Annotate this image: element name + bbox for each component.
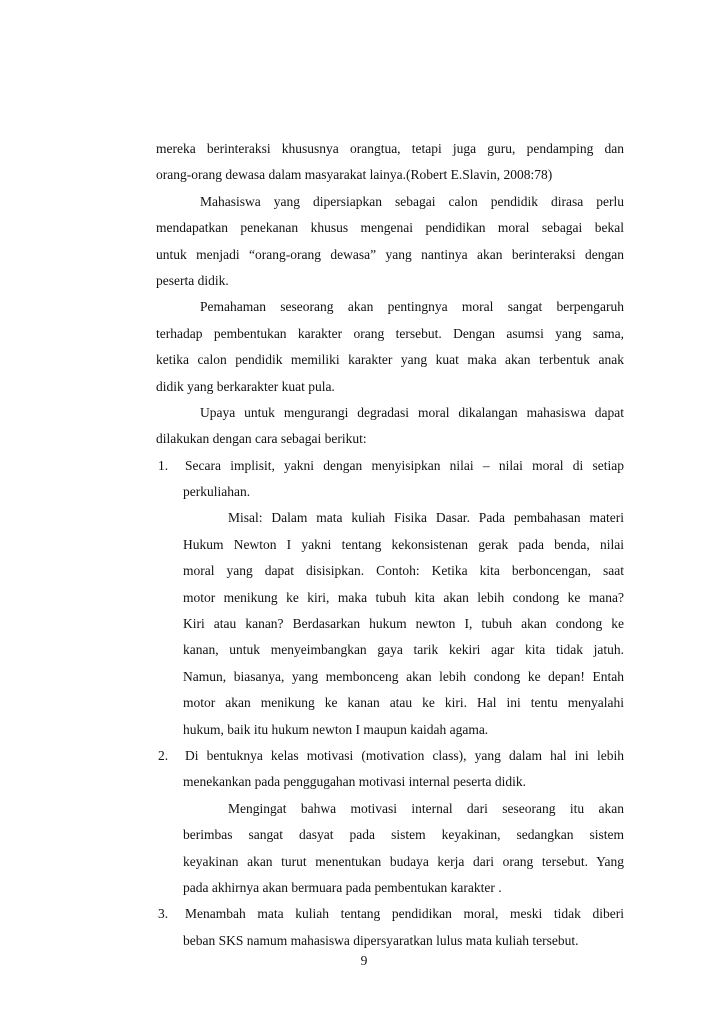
list-item-text: Secara implisit, yakni dengan menyisipkan nilai – nilai moral di setiap [185,457,624,473]
text-line: motor menikung ke kiri, maka tubuh kita akan lebih condong ke mana? [183,589,624,605]
list-number: 3. [158,906,169,922]
text-line: orang-orang dewasa dalam masyarakat lainya.(Robert E.Slavin, 2008:78) [156,167,553,183]
text-line: berimbas sangat dasyat pada sistem keyakinan, sedangkan sistem [183,827,624,843]
text-line: pada akhirnya akan bermuara pada pembentukan karakter . [183,879,502,895]
text-line: Mahasiswa yang dipersiapkan sebagai calon pendidik dirasa perlu [200,193,624,209]
text-line: menekankan pada penggugahan motivasi internal peserta didik. [183,774,527,790]
text-line: dilakukan dengan cara sebagai berikut: [156,431,367,447]
text-line: beban SKS namum mahasiswa dipersyaratkan lulus mata kuliah tersebut. [183,932,579,948]
text-line: Upaya untuk mengurangi degradasi moral dikalangan mahasiswa dapat [200,404,624,420]
body-text [156,136,624,954]
text-line: motor akan menikung ke kanan atau ke kiri. Hal ini tentu menyalahi [183,695,624,711]
list-item-1 [156,453,624,479]
text-line: perkuliahan. [183,484,251,500]
text-line: untuk menjadi “orang-orang dewasa” yang nantinya akan berinteraksi dengan [156,246,624,262]
text-line: mendapatkan penekanan khusus mengenai pendidikan moral sebagai bekal [156,220,624,236]
text-line: terhadap pembentukan karakter orang tersebut. Dengan asumsi yang sama, [156,325,624,341]
text-line: hukum, baik itu hukum newton I maupun kaidah agama. [183,721,489,737]
text-line: mereka berinteraksi khususnya orangtua, tetapi juga guru, pendamping dan [156,141,624,156]
text-line: Pemahaman seseorang akan pentingnya moral sangat berpengaruh [200,299,624,315]
text-line: ketika calon pendidik memiliki karakter yang kuat maka akan terbentuk anak [156,352,624,368]
text-line: Mengingat bahwa motivasi internal dari seseorang itu akan [228,800,624,816]
list-item-text: Menambah mata kuliah tentang pendidikan moral, meski tidak diberi [185,906,624,922]
text-line: didik yang berkarakter kuat pula. [156,378,335,394]
text-line: Hukum Newton I yakni tentang kekonsistenan gerak pada benda, nilai [183,536,624,552]
text-line: peserta didik. [156,272,229,288]
text-line: Kiri atau kanan? Berdasarkan hukum newton I, tubuh akan condong ke [183,616,624,632]
text-line: moral yang dapat disisipkan. Contoh: Ketika kita berboncengan, saat [183,563,624,579]
text-line: Namun, biasanya, yang membonceng akan lebih condong ke depan! Entah [183,668,624,684]
text-line: kanan, untuk menyeimbangkan gaya tarik kekiri agar kita tidak jatuh. [183,642,624,658]
list-number: 2. [158,747,169,763]
list-item-2 [156,743,624,769]
page-number: 9 [360,953,368,968]
list-item-3 [156,901,624,927]
list-item-text: Di bentuknya kelas motivasi (motivation class), yang dalam hal ini lebih [185,747,624,763]
text-line: keyakinan akan turut menentukan budaya kerja dari orang tersebut. Yang [183,853,624,869]
list-number: 1. [158,457,169,473]
text-line: Misal: Dalam mata kuliah Fisika Dasar. Pada pembahasan materi [228,510,624,526]
